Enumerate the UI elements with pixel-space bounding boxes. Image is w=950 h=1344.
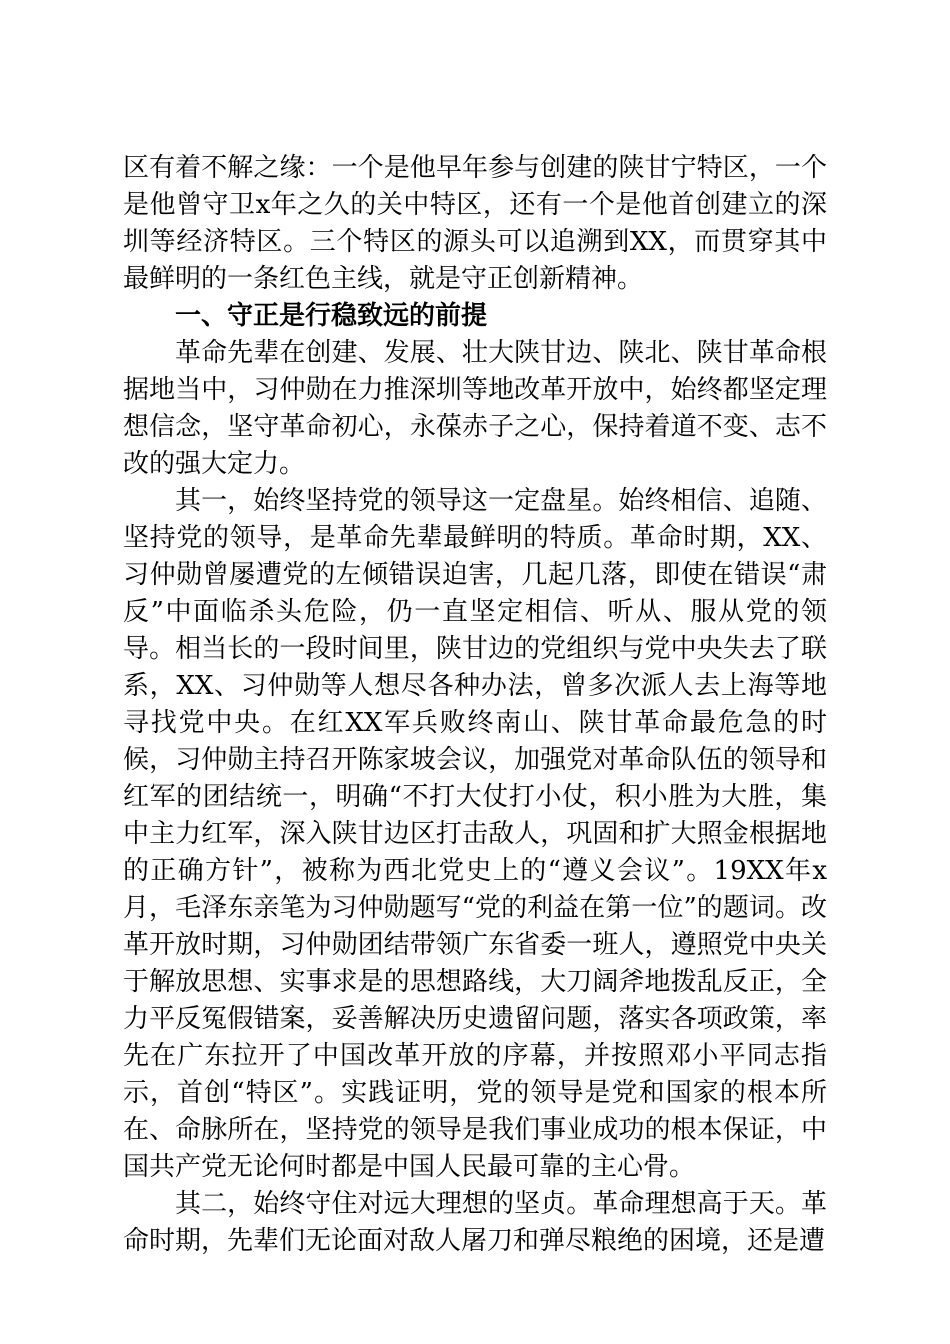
paragraph-point-one: 其一，始终坚持党的领导这一定盘星。始终相信、追随、坚持党的领导，是革命先辈最鲜明的特质。革命时期，XX、习仲勋曾屡遭党的左倾错误迫害，几起几落，即使在错误“肃反”中面临杀头危险，仍一直坚定相信、听从、服从党的领导。相当长的一段时间里，陕甘边的党组织与党中央失去了联系，XX、习仲勋等人想尽各种办法，曾多次派人去上海等地寻找党中央。在红XX军兵败终南山、陕甘革命最危急的时候，习仲勋主持召开陈家坡会议，加强党对革命队伍的领导和红军的团结统一，明确“不打大仗打小仗，积小胜为大胜，集中主力红军，深入陕甘边区打击敌人，巩固和扩大照金根据地的正确方针”，被称为西北党史上的“遵义会议”。19XX年x月，毛泽东亲笔为习仲勋题写“党的利益在第一位”的题词。改革开放时期，习仲勋团结带领广东省委一班人，遵照党中央关于解放思想、实事求是的思想路线，大刀阔斧地拨乱反正，全力平反冤假错案，妥善解决历史遗留问题，落实各项政策，率先在广东拉开了中国改革开放的序幕，并按照邓小平同志指示，首创“特区”。实践证明，党的领导是党和国家的根本所在、命脉所在，坚持党的领导是我们事业成功的根本保证，中国共产党无论何时都是中国人民最可靠的主心骨。 <box>123 486 827 1182</box>
paragraph-intro: 革命先辈在创建、发展、壮大陕甘边、陕北、陕甘革命根据地当中，习仲勋在力推深圳等地改革开放中，始终都坚定理想信念，坚守革命初心，永葆赤子之心，保持着道不变、志不改的强大定力。 <box>123 338 827 479</box>
section-heading: 一、守正是行稳致远的前提 <box>175 301 488 331</box>
paragraph-continuation: 区有着不解之缘：一个是他早年参与创建的陕甘宁特区，一个是他曾守卫x年之久的关中特区，还有一个是他首创建立的深圳等经济特区。三个特区的源头可以追溯到XX，而贯穿其中最鲜明的一条红色主线，就是守正创新精神。 <box>123 153 827 294</box>
document-body <box>123 150 827 1260</box>
paragraph-point-two: 其二，始终守住对远大理想的坚贞。革命理想高于天。革命时期，先辈们无论面对敌人屠刀和弹尽粮绝的困境，还是遭 <box>123 1189 827 1256</box>
